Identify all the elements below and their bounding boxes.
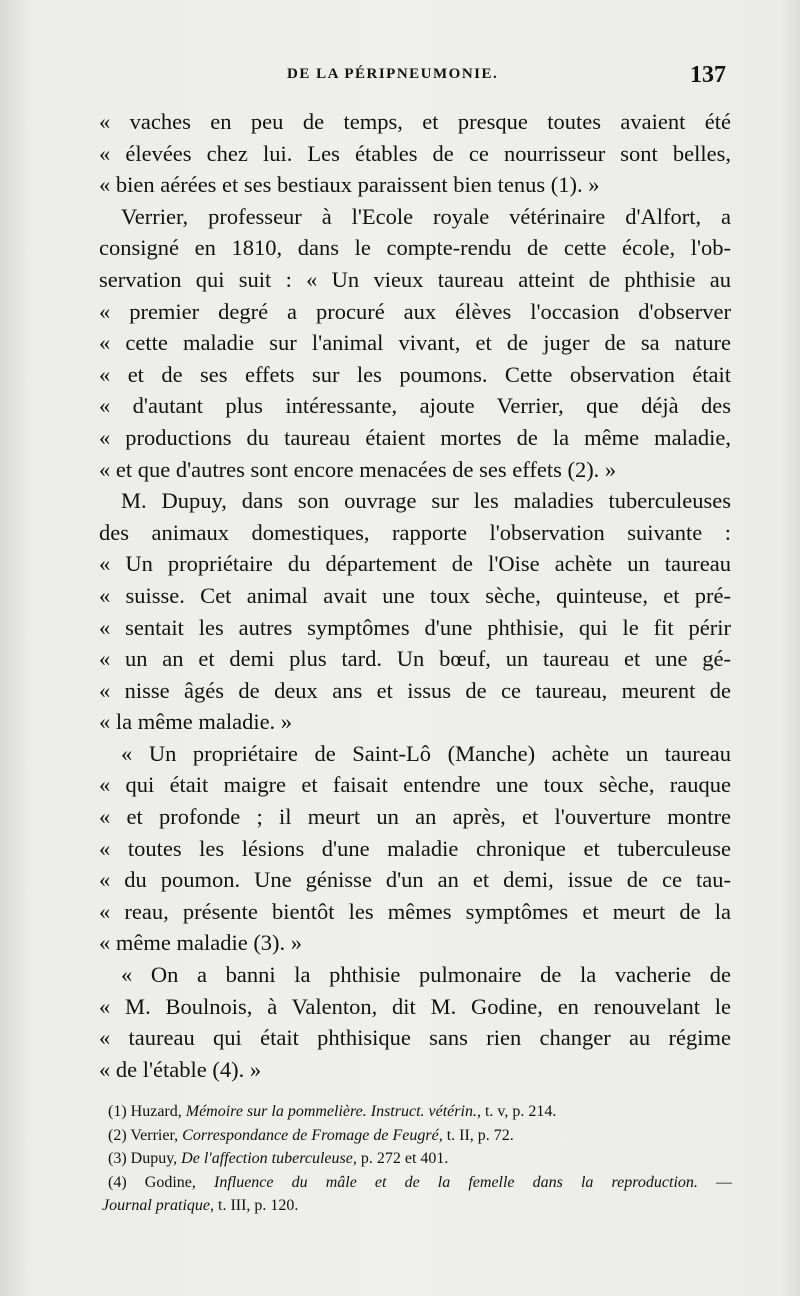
body-text <box>99 106 731 1085</box>
page-header <box>100 62 730 98</box>
text-line: « la même maladie. » <box>99 709 293 735</box>
text-line: « et de ses effets sur les poumons. Cette observation était <box>99 361 731 387</box>
footnote-2: (2) Verrier, Correspondance de Fromage de Feugré, t. II, p. 72. <box>108 1126 514 1144</box>
text-line: « toutes les lésions d'une maladie chronique et tuberculeuse <box>99 835 731 861</box>
text-line: servation qui suit : « Un vieux taureau atteint de phthisie au <box>99 266 731 292</box>
text-line: consigné en 1810, dans le compte-rendu de cette école, l'ob- <box>99 235 731 261</box>
text-line: « Un propriétaire de Saint-Lô (Manche) achète un taureau <box>121 740 731 766</box>
text-line: « suisse. Cet animal avait une toux sèche, quinteuse, et pré- <box>99 582 731 608</box>
footnote-4-continuation: Journal pratique, t. III, p. 120. <box>102 1197 299 1214</box>
text-line: « cette maladie sur l'animal vivant, et de juger de sa nature <box>99 330 731 356</box>
footnotes <box>102 1100 732 1218</box>
text-line: « d'autant plus intéressante, ajoute Verrier, que déjà des <box>99 393 731 419</box>
text-line: « vaches en peu de temps, et presque toutes avaient été <box>99 109 731 134</box>
footnote-1: (1) Huzard, Mémoire sur la pommelière. Instruct. vétérin., t. v, p. 214. <box>108 1103 557 1120</box>
text-line: « élevées chez lui. Les étables de ce nourrisseur sont belles, <box>99 140 731 166</box>
text-line: « et que d'autres sont encore menacées de ses effets (2). » <box>99 456 617 482</box>
text-line: « sentait les autres symptômes d'une phthisie, qui le fit périr <box>99 614 731 640</box>
text-line: « reau, présente bientôt les mêmes symptômes et meurt de la <box>99 898 731 924</box>
text-line: « productions du taureau étaient mortes de la même maladie, <box>99 424 731 450</box>
text-line: « qui était maigre et faisait entendre une toux sèche, rauque <box>99 772 731 798</box>
text-line: « même maladie (3). » <box>99 930 303 956</box>
text-line: M. Dupuy, dans son ouvrage sur les maladies tuberculeuses <box>121 488 731 514</box>
text-line: « Un propriétaire du département de l'Oise achète un taureau <box>99 551 731 577</box>
footnote-3: (3) Dupuy, De l'affection tuberculeuse, p. 272 et 401. <box>108 1150 449 1167</box>
text-line: « et profonde ; il meurt un an après, et l'ouverture montre <box>99 804 731 830</box>
text-line: « premier degré a procuré aux élèves l'occasion d'observer <box>99 298 731 324</box>
text-line: « On a banni la phthisie pulmonaire de la vacherie de <box>121 962 731 988</box>
text-line: Verrier, professeur à l'Ecole royale vétérinaire d'Alfort, a <box>121 203 731 229</box>
text-line: « nisse âgés de deux ans et issus de ce taureau, meurent de <box>99 677 731 703</box>
text-line: « de l'étable (4). » <box>99 1056 262 1082</box>
footnote-4: (4) Godine, Influence du mâle et de la femelle dans la reproduction. — <box>108 1173 732 1191</box>
text-line: des animaux domestiques, rapporte l'observation suivante : <box>99 519 731 545</box>
text-line: « un an et demi plus tard. Un bœuf, un taureau et une gé- <box>99 646 731 672</box>
text-line: « bien aérées et ses bestiaux paraissent bien tenus (1). » <box>99 172 600 198</box>
text-line: « M. Boulnois, à Valenton, dit M. Godine, en renouvelant le <box>99 993 731 1019</box>
text-line: « du poumon. Une génisse d'un an et demi, issue de ce tau- <box>99 867 731 893</box>
text-line: « taureau qui était phthisique sans rien changer au régime <box>99 1025 731 1051</box>
running-title: DE LA PÉRIPNEUMONIE. <box>287 66 499 82</box>
page-number: 137 <box>690 62 726 88</box>
